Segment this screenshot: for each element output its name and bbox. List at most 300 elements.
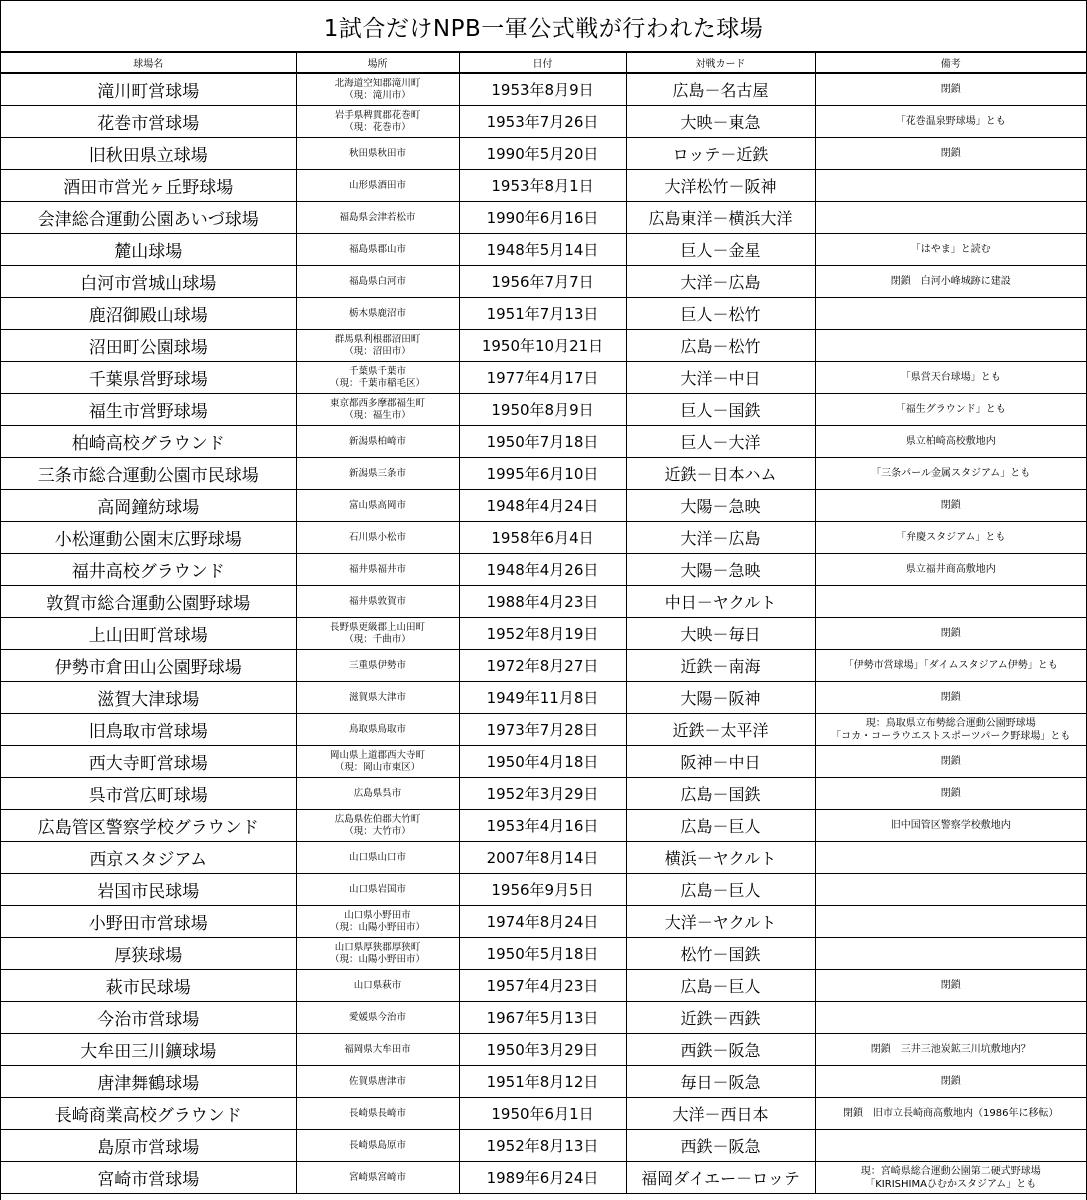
notes-cell xyxy=(815,778,1086,810)
location-line: 山口県岩国市 xyxy=(348,883,406,895)
matchup-cell xyxy=(626,1162,815,1194)
date-cell xyxy=(459,618,626,650)
location-line: 岡山県上道郡西大寺町 xyxy=(329,749,425,761)
location-cell xyxy=(296,1162,459,1194)
game-date: 1956年7月7日 xyxy=(491,273,594,291)
notes-cell xyxy=(815,1130,1086,1162)
matchup-cell xyxy=(626,778,815,810)
stadium-name: 旧鳥取市営球場 xyxy=(88,722,208,742)
date-cell xyxy=(459,682,626,714)
notes-cell xyxy=(815,138,1086,170)
stadium-name: 福生市営野球場 xyxy=(88,402,208,422)
stadium-name-cell xyxy=(1,1002,296,1034)
matchup: 大洋松竹－阪神 xyxy=(664,177,777,196)
date-cell xyxy=(459,330,626,362)
note-line: 閉鎖 xyxy=(940,692,961,703)
location-line: 三重県伊勢市 xyxy=(348,659,406,671)
stadium-name: 伊勢市倉田山公園野球場 xyxy=(54,658,242,678)
date-cell xyxy=(459,810,626,842)
date-cell xyxy=(459,746,626,778)
date-cell xyxy=(459,1002,626,1034)
table-row xyxy=(1,778,1086,810)
location-cell xyxy=(296,682,459,714)
location-line: 千葉県千葉市 xyxy=(348,365,406,377)
game-date: 1989年6月24日 xyxy=(486,1169,599,1187)
matchup-cell xyxy=(626,202,815,234)
matchup: 大陽－急映 xyxy=(680,561,761,580)
location-cell xyxy=(296,234,459,266)
matchup-cell xyxy=(626,1066,815,1098)
stadium-name: 沼田町公園球場 xyxy=(88,338,208,358)
date-cell xyxy=(459,458,626,490)
location-cell xyxy=(296,810,459,842)
matchup-cell xyxy=(626,650,815,682)
table-row xyxy=(1,330,1086,362)
location-line: 広島県佐伯郡大竹町 xyxy=(334,813,421,825)
date-cell xyxy=(459,1162,626,1194)
stadium-name: 高岡鐘紡球場 xyxy=(97,498,200,518)
game-date: 1951年8月12日 xyxy=(486,1073,599,1091)
matchup: 広島－国鉄 xyxy=(680,785,761,804)
table-row xyxy=(1,1098,1086,1130)
date-cell xyxy=(459,298,626,330)
location-cell xyxy=(296,106,459,138)
matchup: 近鉄－西鉄 xyxy=(680,1009,761,1028)
game-date: 1950年4月18日 xyxy=(486,753,599,771)
game-date: 1956年9月5日 xyxy=(491,881,594,899)
date-cell xyxy=(459,1066,626,1098)
location-cell xyxy=(296,586,459,618)
stadium-name-cell xyxy=(1,778,296,810)
stadium-name-cell xyxy=(1,554,296,586)
stadium-name-cell xyxy=(1,714,296,746)
date-cell xyxy=(459,106,626,138)
game-date: 1974年8月24日 xyxy=(486,913,599,931)
stadium-name: 敦賀市総合運動公園野球場 xyxy=(46,594,251,614)
stadium-name-cell xyxy=(1,266,296,298)
header-location: 場所 xyxy=(296,53,459,73)
stadium-name-cell xyxy=(1,938,296,970)
stadium-name-cell xyxy=(1,490,296,522)
note-line: 県立柏崎高校敷地内 xyxy=(905,436,996,447)
matchup-cell xyxy=(626,106,815,138)
stadium-name-cell xyxy=(1,106,296,138)
notes-cell xyxy=(815,938,1086,970)
note-line: 「弁慶スタジアム」とも xyxy=(896,532,1006,543)
game-date: 1990年6月16日 xyxy=(486,209,599,227)
matchup: 大陽－阪神 xyxy=(680,689,761,708)
table-row xyxy=(1,810,1086,842)
stadium-name: 萩市民球場 xyxy=(105,978,191,998)
location-cell xyxy=(296,202,459,234)
header-date: 日付 xyxy=(459,53,626,73)
stadium-name-cell xyxy=(1,170,296,202)
notes-cell xyxy=(815,554,1086,586)
stadium-name-cell xyxy=(1,298,296,330)
location-current-line: （現：花巻市） xyxy=(344,121,411,133)
table-row xyxy=(1,394,1086,426)
stadium-name-cell xyxy=(1,650,296,682)
stadium-name: 西京スタジアム xyxy=(89,850,208,870)
notes-cell xyxy=(815,266,1086,298)
game-date: 1949年11月8日 xyxy=(486,689,599,707)
location-cell xyxy=(296,938,459,970)
game-date: 1948年5月14日 xyxy=(486,241,599,259)
stadium-name: 厚狭球場 xyxy=(114,946,183,966)
table-row xyxy=(1,362,1086,394)
note-line: 閉鎖 旧市立長崎商高敷地内（1986年に移転） xyxy=(843,1108,1059,1119)
stadium-name-cell xyxy=(1,330,296,362)
notes-cell xyxy=(815,1002,1086,1034)
stadium-name: 千葉県営野球場 xyxy=(88,370,208,390)
table-row xyxy=(1,938,1086,970)
table-row xyxy=(1,298,1086,330)
location-cell xyxy=(296,458,459,490)
location-current-line: （現：山陽小野田市） xyxy=(329,953,425,965)
stadium-name: 西大寺町営球場 xyxy=(88,754,208,774)
location-line: 広島県呉市 xyxy=(353,787,402,799)
stadium-name-cell xyxy=(1,202,296,234)
location-cell xyxy=(296,330,459,362)
notes-cell xyxy=(815,906,1086,938)
location-cell xyxy=(296,522,459,554)
date-cell xyxy=(459,650,626,682)
stadium-name-cell xyxy=(1,1066,296,1098)
note-line: 閉鎖 xyxy=(940,84,961,95)
location-current-line: （現：沼田市） xyxy=(344,345,411,357)
location-line: 福島県白河市 xyxy=(348,275,406,287)
stadium-name: 岩国市民球場 xyxy=(97,882,200,902)
location-cell xyxy=(296,138,459,170)
date-cell xyxy=(459,362,626,394)
matchup-cell xyxy=(626,234,815,266)
matchup: 大映－毎日 xyxy=(680,625,761,644)
notes-cell xyxy=(815,1162,1086,1194)
matchup: 大洋－西日本 xyxy=(672,1105,769,1124)
notes-cell xyxy=(815,522,1086,554)
matchup-cell xyxy=(626,682,815,714)
matchup: 広島－名古屋 xyxy=(672,81,769,100)
note-line-2: 「KIRISHIMAひむかスタジアム」とも xyxy=(865,1178,1037,1190)
date-cell xyxy=(459,906,626,938)
stadium-name-cell xyxy=(1,1034,296,1066)
notes-cell xyxy=(815,970,1086,1002)
location-line: 山口県小野田市 xyxy=(344,909,411,921)
matchup: 大洋－ヤクルト xyxy=(664,913,777,932)
game-date: 1953年4月16日 xyxy=(486,817,599,835)
matchup: 大陽－急映 xyxy=(680,497,761,516)
stadium-name: 福井高校グラウンド xyxy=(71,562,225,582)
note-line: 旧中国管区警察学校敷地内 xyxy=(890,820,1011,831)
game-date: 1953年7月26日 xyxy=(486,113,599,131)
table-row xyxy=(1,426,1086,458)
game-date: 1977年4月17日 xyxy=(486,369,599,387)
matchup: 阪神－中日 xyxy=(680,753,761,772)
game-date: 1952年8月19日 xyxy=(486,625,599,643)
note-line: 閉鎖 白河小峰城跡に建設 xyxy=(890,276,1011,287)
date-cell xyxy=(459,170,626,202)
table-row xyxy=(1,1034,1086,1066)
stadium-name-cell xyxy=(1,73,296,106)
location-line: 群馬県利根郡沼田町 xyxy=(334,333,421,345)
stadium-name: 三条市総合運動公園市民球場 xyxy=(37,466,259,486)
game-date: 1948年4月24日 xyxy=(486,497,599,515)
stadium-name: 広島管区警察学校グラウンド xyxy=(37,818,259,838)
matchup: 広島－巨人 xyxy=(680,977,761,996)
table-row xyxy=(1,458,1086,490)
stadium-name-cell xyxy=(1,874,296,906)
matchup: 横浜－ヤクルト xyxy=(664,849,777,868)
matchup: 西鉄－阪急 xyxy=(680,1137,761,1156)
date-cell xyxy=(459,202,626,234)
location-line: 富山県高岡市 xyxy=(348,499,406,511)
table-row xyxy=(1,1002,1086,1034)
matchup-cell xyxy=(626,170,815,202)
stadium-name: 白河市営城山球場 xyxy=(80,274,217,294)
matchup-cell xyxy=(626,490,815,522)
stadium-name: 島原市営球場 xyxy=(97,1138,200,1158)
notes-cell xyxy=(815,874,1086,906)
location-cell xyxy=(296,298,459,330)
table-row xyxy=(1,1066,1086,1098)
location-line: 新潟県三条市 xyxy=(348,467,406,479)
location-cell xyxy=(296,1066,459,1098)
stadium-name: 麓山球場 xyxy=(114,242,183,262)
note-line: 閉鎖 xyxy=(940,980,961,991)
matchup-cell xyxy=(626,746,815,778)
date-cell xyxy=(459,522,626,554)
table-row xyxy=(1,1130,1086,1162)
table-row xyxy=(1,874,1086,906)
matchup-cell xyxy=(626,618,815,650)
table-row xyxy=(1,234,1086,266)
notes-cell xyxy=(815,1034,1086,1066)
notes-cell xyxy=(815,298,1086,330)
note-line: 「福生グラウンド」とも xyxy=(895,404,1006,415)
location-line: 長崎県長崎市 xyxy=(348,1107,406,1119)
location-line: 山口県萩市 xyxy=(353,979,402,991)
location-line: 滋賀県大津市 xyxy=(348,691,406,703)
note-line: 閉鎖 xyxy=(940,756,961,767)
table-row xyxy=(1,970,1086,1002)
date-cell xyxy=(459,778,626,810)
matchup-cell xyxy=(626,906,815,938)
date-cell xyxy=(459,586,626,618)
header-notes: 備考 xyxy=(815,53,1086,73)
stadium-name: 花巻市営球場 xyxy=(97,114,200,134)
location-cell xyxy=(296,842,459,874)
location-line: 福井県敦賀市 xyxy=(348,595,406,607)
location-line: 福井県福井市 xyxy=(348,563,406,575)
stadium-name-cell xyxy=(1,842,296,874)
location-cell xyxy=(296,426,459,458)
notes-cell xyxy=(815,330,1086,362)
matchup-cell xyxy=(626,938,815,970)
game-date: 1988年4月23日 xyxy=(486,593,599,611)
location-line: 山口県厚狭郡厚狭町 xyxy=(334,941,421,953)
location-cell xyxy=(296,73,459,106)
table-row xyxy=(1,554,1086,586)
location-cell xyxy=(296,362,459,394)
matchup: 西鉄－阪急 xyxy=(680,1041,761,1060)
stadium-name: 小松運動公園末広野球場 xyxy=(54,530,242,550)
notes-cell xyxy=(815,746,1086,778)
matchup: 広島－巨人 xyxy=(680,881,761,900)
matchup: 中日－ヤクルト xyxy=(664,593,777,612)
location-current-line: （現：千曲市） xyxy=(344,633,411,645)
matchup: ロッテ－近鉄 xyxy=(672,145,769,164)
note-line: 閉鎖 xyxy=(940,788,961,799)
location-line: 栃木県鹿沼市 xyxy=(348,307,406,319)
stadium-name: 呉市営広町球場 xyxy=(88,786,208,806)
notes-cell xyxy=(815,1066,1086,1098)
stadium-name: 小野田市営球場 xyxy=(88,914,208,934)
location-cell xyxy=(296,490,459,522)
location-cell xyxy=(296,874,459,906)
location-cell xyxy=(296,778,459,810)
table-row xyxy=(1,746,1086,778)
stadium-name-cell xyxy=(1,1130,296,1162)
matchup-cell xyxy=(626,138,815,170)
location-cell xyxy=(296,746,459,778)
matchup-cell xyxy=(626,1002,815,1034)
table-row xyxy=(1,618,1086,650)
location-line: 東京都西多摩郡福生町 xyxy=(329,397,425,409)
notes-cell xyxy=(815,682,1086,714)
stadium-table xyxy=(1,53,1086,1194)
date-cell xyxy=(459,426,626,458)
game-date: 2007年8月14日 xyxy=(486,849,599,867)
date-cell xyxy=(459,266,626,298)
matchup-cell xyxy=(626,266,815,298)
date-cell xyxy=(459,938,626,970)
location-line: 宮崎県宮崎市 xyxy=(348,1171,406,1183)
table-row xyxy=(1,842,1086,874)
notes-cell xyxy=(815,1098,1086,1130)
matchup: 広島－巨人 xyxy=(680,817,761,836)
matchup-cell xyxy=(626,1034,815,1066)
note-line: 閉鎖 xyxy=(940,500,961,511)
note-line: 閉鎖 三井三池炭鉱三川坑敷地内？ xyxy=(870,1044,1031,1055)
location-current-line: （現：大竹市） xyxy=(344,825,411,837)
notes-cell xyxy=(815,458,1086,490)
game-date: 1973年7月28日 xyxy=(486,721,599,739)
location-cell xyxy=(296,970,459,1002)
game-date: 1957年4月23日 xyxy=(486,977,599,995)
notes-cell xyxy=(815,362,1086,394)
matchup-cell xyxy=(626,842,815,874)
notes-cell xyxy=(815,234,1086,266)
stadium-name: 大牟田三川鑛球場 xyxy=(80,1042,217,1062)
note-line: 「三条パール金属スタジアム」とも xyxy=(871,468,1031,479)
game-date: 1972年8月27日 xyxy=(486,657,599,675)
matchup-cell xyxy=(626,330,815,362)
date-cell xyxy=(459,1130,626,1162)
table-row xyxy=(1,586,1086,618)
stadium-name: 宮崎市営球場 xyxy=(97,1170,200,1190)
notes-cell xyxy=(815,170,1086,202)
matchup: 毎日－阪急 xyxy=(680,1073,761,1092)
note-line: 閉鎖 xyxy=(940,148,961,159)
table-row xyxy=(1,682,1086,714)
matchup-cell xyxy=(626,362,815,394)
stadium-name-cell xyxy=(1,458,296,490)
matchup: 近鉄－日本ハム xyxy=(664,465,777,484)
stadium-name-cell xyxy=(1,682,296,714)
stadium-name: 酒田市営光ヶ丘野球場 xyxy=(63,178,234,198)
location-cell xyxy=(296,1130,459,1162)
header-row xyxy=(1,53,1086,73)
page-title: 1試合だけNPB一軍公式戦が行われた球場 xyxy=(1,0,1086,53)
location-line: 福岡県大牟田市 xyxy=(344,1043,411,1055)
matchup: 近鉄－南海 xyxy=(680,657,761,676)
notes-cell xyxy=(815,586,1086,618)
game-date: 1950年3月29日 xyxy=(486,1041,599,1059)
matchup: 広島東洋－横浜大洋 xyxy=(648,209,793,228)
table-row xyxy=(1,490,1086,522)
table-row xyxy=(1,73,1086,106)
note-line: 「伊勢市営球場」「ダイムスタジアム伊勢」とも xyxy=(843,660,1058,671)
location-line: 福島県会津若松市 xyxy=(339,211,416,223)
note-line: 「県営天台球場」とも xyxy=(900,372,1001,383)
stadium-name-cell xyxy=(1,362,296,394)
date-cell xyxy=(459,1098,626,1130)
notes-cell xyxy=(815,490,1086,522)
notes-cell xyxy=(815,426,1086,458)
header-stadium-name: 球場名 xyxy=(1,53,296,73)
game-date: 1950年10月21日 xyxy=(481,337,604,355)
date-cell xyxy=(459,842,626,874)
location-cell xyxy=(296,714,459,746)
notes-cell xyxy=(815,202,1086,234)
stadium-name: 長崎商業高校グラウンド xyxy=(54,1106,242,1126)
stadium-name: 滝川町営球場 xyxy=(97,82,200,102)
location-line: 山形県酒田市 xyxy=(348,179,406,191)
location-current-line: （現：滝川市） xyxy=(344,89,411,101)
note-line: 閉鎖 xyxy=(940,628,961,639)
table-row xyxy=(1,170,1086,202)
game-date: 1951年7月13日 xyxy=(486,305,599,323)
date-cell xyxy=(459,714,626,746)
location-line: 北海道空知郡滝川町 xyxy=(334,77,421,89)
table-row xyxy=(1,266,1086,298)
notes-cell xyxy=(815,394,1086,426)
note-line: 現：鳥取県立布勢総合運動公園野球場 xyxy=(865,717,1036,729)
table-row xyxy=(1,106,1086,138)
game-date: 1952年3月29日 xyxy=(486,785,599,803)
location-line: 福島県郡山市 xyxy=(348,243,406,255)
note-line: 県立福井商高敷地内 xyxy=(905,564,996,575)
matchup-cell xyxy=(626,810,815,842)
game-date: 1953年8月1日 xyxy=(491,177,594,195)
table-row xyxy=(1,138,1086,170)
game-date: 1995年6月10日 xyxy=(486,465,599,483)
stadium-name: 会津総合運動公園あいづ球場 xyxy=(37,210,259,230)
game-date: 1953年8月9日 xyxy=(491,81,594,99)
matchup: 近鉄－太平洋 xyxy=(672,721,769,740)
matchup-cell xyxy=(626,298,815,330)
note-line-2: 「コカ・コーラウエストスポーツパーク野球場」とも xyxy=(831,730,1071,742)
date-cell xyxy=(459,970,626,1002)
game-date: 1952年8月13日 xyxy=(486,1137,599,1155)
location-current-line: （現：千葉市稲毛区） xyxy=(329,377,425,389)
location-line: 長崎県島原市 xyxy=(348,1139,406,1151)
table-row xyxy=(1,906,1086,938)
stadium-name-cell xyxy=(1,522,296,554)
location-line: 石川県小松市 xyxy=(348,531,406,543)
notes-cell xyxy=(815,106,1086,138)
location-cell xyxy=(296,1002,459,1034)
